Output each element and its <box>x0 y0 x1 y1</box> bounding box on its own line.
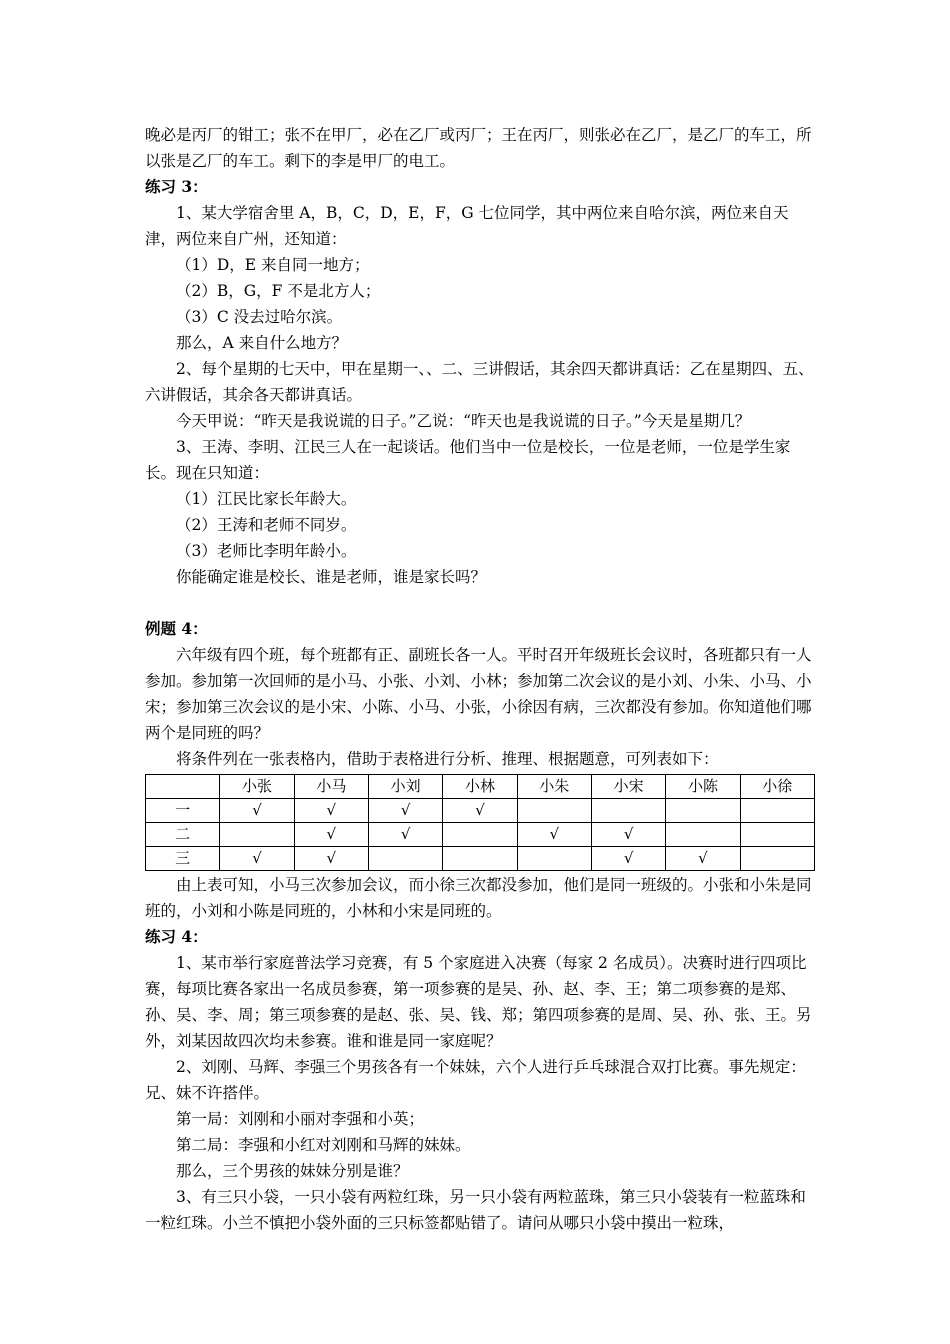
practice3-question-3: 3、王涛、李明、江民三人在一起谈话。他们当中一位是校长，一位是老师，一位是学生家长。现在只知道： <box>145 438 791 482</box>
example4-conclusion: 由上表可知，小马三次参加会议，而小徐三次都没参加，他们是同一班级的。小张和小朱是同班的，小刘和小陈是同班的，小林和小宋是同班的。 <box>145 876 812 920</box>
practice3-question-1: 1、某大学宿舍里 A，B，C，D，E，F，G 七位同学，其中两位来自哈尔滨，两位来自天津，两位来自广州，还知道： <box>145 204 789 248</box>
table-cell: √ <box>294 847 368 871</box>
attendance-table <box>145 774 815 871</box>
example4-heading: 例题 4： <box>145 619 208 638</box>
table-cell: √ <box>294 823 368 847</box>
table-cell: 二 <box>146 823 220 847</box>
example4-table-intro: 将条件列在一张表格内，借助于表格进行分析、推理、根据题意，可列表如下： <box>176 750 719 768</box>
table-cell: 一 <box>146 799 220 823</box>
table-cell: √ <box>591 823 665 847</box>
table-cell: √ <box>294 799 368 823</box>
blank-line <box>145 590 815 616</box>
table-header-row <box>146 775 815 799</box>
practice4-heading: 练习 4： <box>145 927 208 946</box>
table-cell <box>666 799 740 823</box>
practice3-q3-condition-3: （3）老师比李明年龄小。 <box>176 542 357 560</box>
table-cell: √ <box>591 847 665 871</box>
practice4-q2-round-2: 第二局：李强和小红对刘刚和马辉的妹妹。 <box>176 1136 471 1154</box>
table-cell <box>740 799 814 823</box>
table-cell: √ <box>368 823 442 847</box>
table-header-cell: 小徐 <box>740 775 814 799</box>
practice3-q3-question: 你能确定谁是校长、谁是老师，谁是家长吗？ <box>176 568 487 586</box>
practice3-q3-condition-2: （2）王涛和老师不同岁。 <box>176 516 357 534</box>
table-cell: √ <box>443 799 517 823</box>
table-cell <box>443 823 517 847</box>
table-header-cell: 小刘 <box>368 775 442 799</box>
practice3-question-2: 2、每个星期的七天中，甲在星期一、、二、三讲假话，其余四天都讲真话：乙在星期四、五、六讲假话，其余各天都讲真话。 <box>145 360 814 404</box>
table-row <box>146 847 815 871</box>
intro-paragraph: 晚必是丙厂的钳工；张不在甲厂，必在乙厂或丙厂；王在丙厂，则张必在乙厂，是乙厂的车工，所以张是乙厂的车工。剩下的李是甲厂的电工。 <box>145 126 812 170</box>
table-header-cell: 小朱 <box>517 775 591 799</box>
table-cell <box>368 847 442 871</box>
table-cell: √ <box>220 847 294 871</box>
table-cell <box>517 847 591 871</box>
practice4-q2-round-1: 第一局：刘刚和小丽对李强和小英； <box>176 1110 425 1128</box>
table-header-cell: 小宋 <box>591 775 665 799</box>
table-header-cell: 小张 <box>220 775 294 799</box>
practice4-question-3: 3、有三只小袋，一只小袋有两粒红珠，另一只小袋有两粒蓝珠，第三只小袋装有一粒蓝珠和一粒红珠。小兰不慎把小袋外面的三只标签都贴错了。请问从哪只小袋中摸出一粒珠， <box>145 1188 806 1232</box>
table-cell <box>591 799 665 823</box>
table-cell: √ <box>666 847 740 871</box>
document-body <box>145 122 815 1236</box>
table-header-cell: 小马 <box>294 775 368 799</box>
practice3-q1-condition-1: （1）D，E 来自同一地方； <box>176 256 370 274</box>
table-cell <box>666 823 740 847</box>
table-header-cell <box>146 775 220 799</box>
table-cell <box>740 823 814 847</box>
practice3-heading: 练习 3： <box>145 177 208 196</box>
table-cell <box>443 847 517 871</box>
table-cell <box>740 847 814 871</box>
practice4-question-2: 2、刘刚、马辉、李强三个男孩各有一个妹妹，六个人进行乒乓球混合双打比赛。事先规定：兄、妹不许搭伴。 <box>145 1058 806 1102</box>
table-cell: √ <box>517 823 591 847</box>
table-cell <box>517 799 591 823</box>
table-row <box>146 823 815 847</box>
table-cell: √ <box>368 799 442 823</box>
table-cell: 三 <box>146 847 220 871</box>
practice4-question-1: 1、某市举行家庭普法学习竞赛，有 5 个家庭进入决赛（每家 2 名成员）。决赛时进行四项比赛，每项比赛各家出一名成员参赛，第一项参赛的是吴、孙、赵、李、王；第二项参赛的是郑、孙、吴、李、周；第三项参赛的是赵、张、吴、钱、郑；第四项参赛的是周、吴、孙、张、王。另外，刘某因故四次均未参赛。谁和谁是同一家庭呢？ <box>145 954 812 1050</box>
practice3-q1-condition-3: （3）C 没去过哈尔滨。 <box>176 308 343 326</box>
practice4-q2-question: 那么，三个男孩的妹妹分别是谁？ <box>176 1162 409 1180</box>
practice3-q1-question: 那么，A 来自什么地方？ <box>176 334 348 352</box>
practice3-q2-question: 今天甲说：“昨天是我说谎的日子。”乙说：“昨天也是我说谎的日子。”今天是星期几？ <box>176 412 751 430</box>
practice3-q3-condition-1: （1）江民比家长年龄大。 <box>176 490 357 508</box>
table-cell: √ <box>220 799 294 823</box>
table-cell <box>220 823 294 847</box>
table-header-cell: 小陈 <box>666 775 740 799</box>
table-header-cell: 小林 <box>443 775 517 799</box>
practice3-q1-condition-2: （2）B，G，F 不是北方人； <box>176 282 381 300</box>
table-row <box>146 799 815 823</box>
example4-problem: 六年级有四个班，每个班都有正、副班长各一人。平时召开年级班长会议时，各班都只有一人参加。参加第一次回师的是小马、小张、小刘、小林；参加第二次会议的是小刘、小朱、小马、小宋；参加第三次会议的是小宋、小陈、小马、小张，小徐因有病，三次都没有参加。你知道他们哪两个是同班的吗？ <box>145 646 812 742</box>
